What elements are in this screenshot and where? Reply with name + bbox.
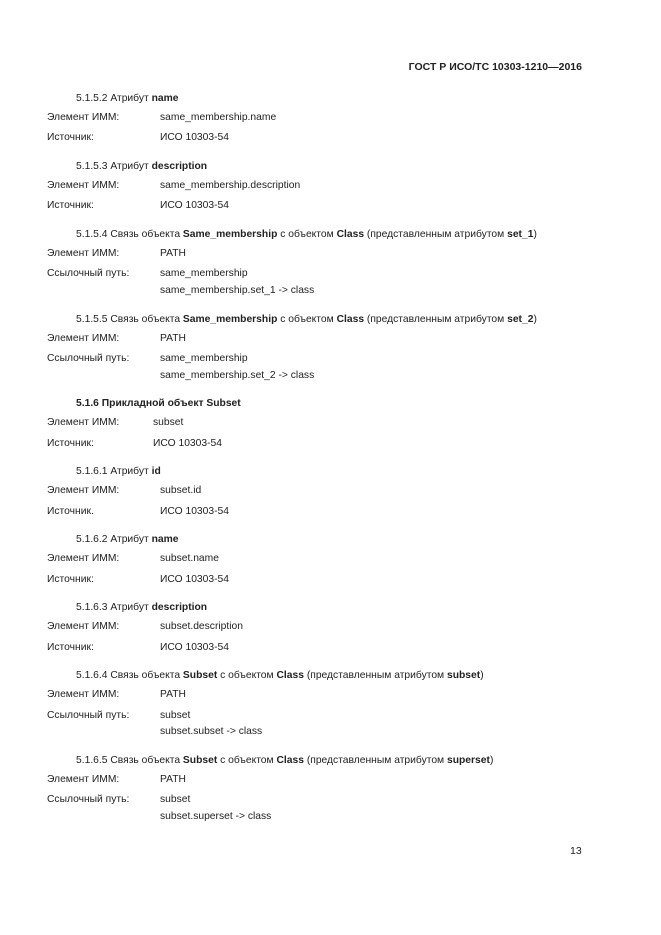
element-label: Элемент ИММ: xyxy=(47,333,120,344)
section-5-1-5-3-heading: 5.1.5.3 Атрибут description xyxy=(76,161,208,172)
ref-path-line-1: subset xyxy=(160,794,191,805)
section-5-1-6-4-heading: 5.1.6.4 Связь объекта Subset с объектом Class (представленным атрибутом subset) xyxy=(76,670,484,681)
source-value: ИСО 10303-54 xyxy=(160,506,229,517)
ref-path-line-2: same_membership.set_2 -> class xyxy=(160,370,315,381)
ref-path-line-2: subset.subset -> class xyxy=(160,726,263,737)
element-label: Элемент ИММ: xyxy=(47,248,120,259)
source-label: Источник: xyxy=(47,200,94,211)
element-value: subset xyxy=(153,417,184,428)
element-value: PATH xyxy=(160,333,186,344)
element-value: PATH xyxy=(160,689,186,700)
source-value: ИСО 10303-54 xyxy=(153,438,222,449)
element-value: subset.description xyxy=(160,621,243,632)
ref-path-line-1: same_membership xyxy=(160,353,248,364)
element-label: Элемент ИММ: xyxy=(47,485,120,496)
source-label: Источник: xyxy=(47,642,94,653)
source-label: Источник. xyxy=(47,506,94,517)
element-label: Элемент ИММ: xyxy=(47,621,120,632)
source-label: Источник: xyxy=(47,132,94,143)
document-header: ГОСТ Р ИСО/ТС 10303-1210—2016 xyxy=(408,61,582,73)
section-5-1-6-2-heading: 5.1.6.2 Атрибут name xyxy=(76,534,179,545)
source-label: Источник: xyxy=(47,438,94,449)
ref-path-line-2: subset.superset -> class xyxy=(160,811,272,822)
element-label: Элемент ИММ: xyxy=(47,689,120,700)
ref-path-label: Ссылочный путь: xyxy=(47,353,130,364)
section-5-1-6-5-heading: 5.1.6.5 Связь объекта Subset с объектом Class (представленным атрибутом superset) xyxy=(76,755,494,766)
element-label: Элемент ИММ: xyxy=(47,112,120,123)
section-5-1-6-1-heading: 5.1.6.1 Атрибут id xyxy=(76,466,161,477)
source-value: ИСО 10303-54 xyxy=(160,574,229,585)
ref-path-label: Ссылочный путь: xyxy=(47,268,130,279)
ref-path-line-1: subset xyxy=(160,710,191,721)
element-label: Элемент ИММ: xyxy=(47,553,120,564)
element-value: PATH xyxy=(160,248,186,259)
section-5-1-6-heading: 5.1.6 Прикладной объект Subset xyxy=(76,398,241,409)
section-5-1-5-2-heading: 5.1.5.2 Атрибут name xyxy=(76,93,179,104)
ref-path-label: Ссылочный путь: xyxy=(47,710,130,721)
source-value: ИСО 10303-54 xyxy=(160,132,229,143)
ref-path-label: Ссылочный путь: xyxy=(47,794,130,805)
element-label: Элемент ИММ: xyxy=(47,180,120,191)
section-5-1-5-5-heading: 5.1.5.5 Связь объекта Same_membership с объектом Class (представленным атрибутом set_2) xyxy=(76,314,537,325)
element-value: subset.id xyxy=(160,485,202,496)
element-value: same_membership.name xyxy=(160,112,277,123)
element-value: PATH xyxy=(160,774,186,785)
element-label: Элемент ИММ: xyxy=(47,417,120,428)
section-5-1-6-3-heading: 5.1.6.3 Атрибут description xyxy=(76,602,208,613)
element-label: Элемент ИММ: xyxy=(47,774,120,785)
ref-path-line-1: same_membership xyxy=(160,268,248,279)
element-value: subset.name xyxy=(160,553,219,564)
page-number: 13 xyxy=(570,845,582,857)
source-value: ИСО 10303-54 xyxy=(160,642,229,653)
ref-path-line-2: same_membership.set_1 -> class xyxy=(160,285,315,296)
source-value: ИСО 10303-54 xyxy=(160,200,229,211)
source-label: Источник: xyxy=(47,574,94,585)
element-value: same_membership.description xyxy=(160,180,301,191)
section-5-1-5-4-heading: 5.1.5.4 Связь объекта Same_membership с объектом Class (представленным атрибутом set_1) xyxy=(76,229,537,240)
